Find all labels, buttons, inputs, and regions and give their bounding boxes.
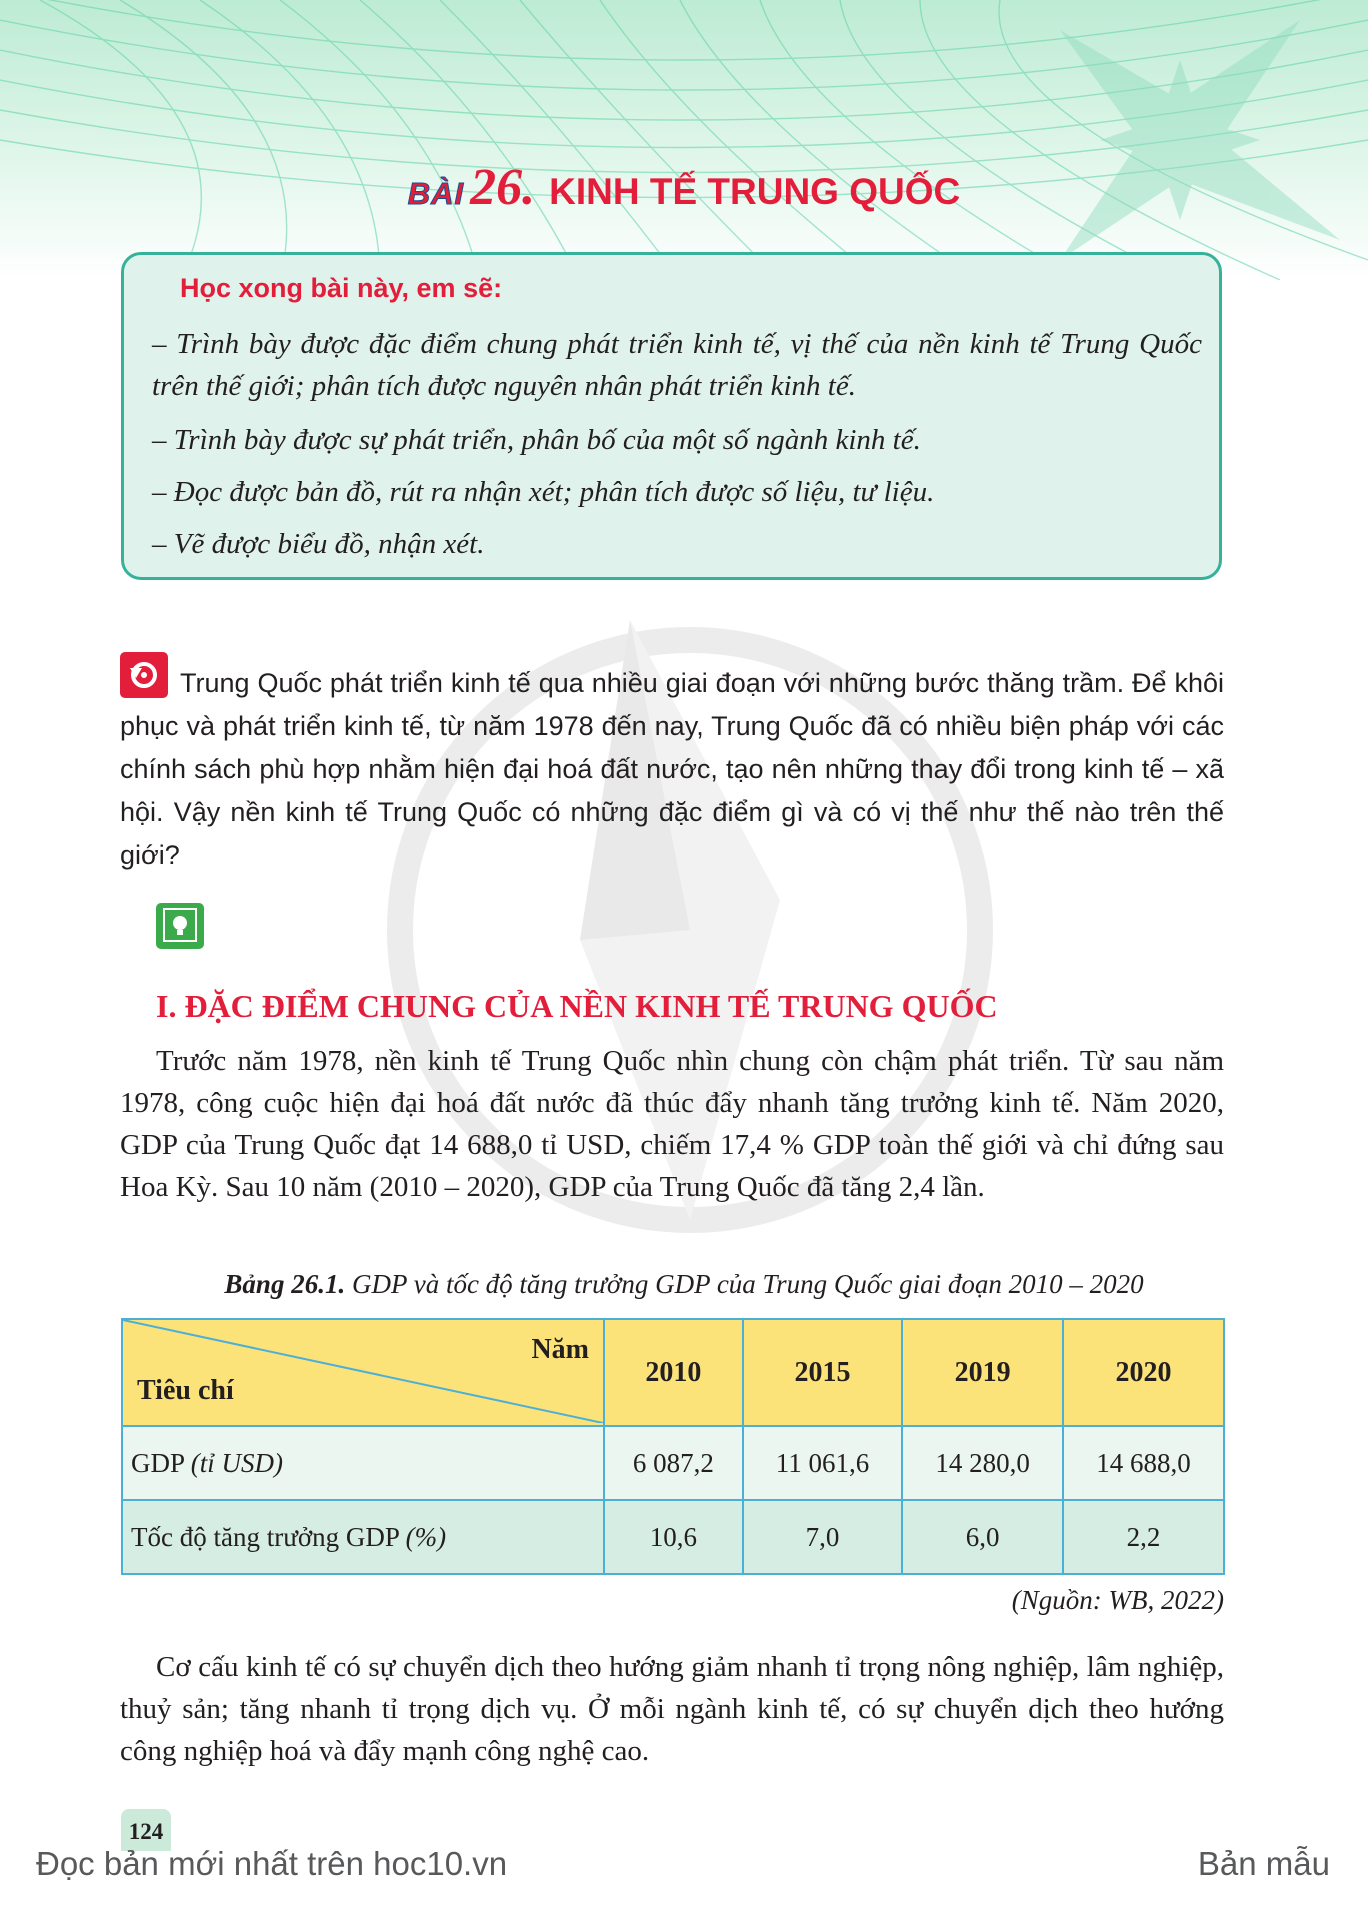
objective-item: – Đọc được bản đồ, rút ra nhận xét; phân tích được số liệu, tư liệu. <box>152 476 935 508</box>
table-corner-cell <box>122 1319 604 1426</box>
table-cell: 14 280,0 <box>902 1426 1063 1500</box>
row-label-text: Tốc độ tăng trưởng GDP <box>131 1521 399 1552</box>
row-unit: (%) <box>405 1521 447 1552</box>
lesson-title <box>0 158 1368 217</box>
row-label <box>122 1500 604 1574</box>
lesson-title-text: KINH TẾ TRUNG QUỐC <box>549 171 961 212</box>
year-header: 2010 <box>604 1319 743 1426</box>
footer-edition-label: Bản mẫu <box>1197 1845 1330 1882</box>
grid-pattern <box>0 0 1368 280</box>
lesson-prefix: BÀI <box>407 176 465 211</box>
lightbulb-icon <box>156 903 204 949</box>
objective-item: – Trình bày được đặc điểm chung phát triển kinh tế, vị thế của nền kinh tế Trung Quốc trên thế giới; phân tích được nguyên nhân phát triển kinh tế. <box>152 328 1202 402</box>
row-label-text: GDP <box>131 1447 185 1478</box>
table-row <box>122 1500 1224 1574</box>
section-paragraph: Cơ cấu kinh tế có sự chuyển dịch theo hướng giảm nhanh tỉ trọng nông nghiệp, lâm nghiệp, thuỷ sản; tăng nhanh tỉ trọng dịch vụ. Ở mỗi ngành kinh tế, có sự chuyển dịch theo hướng công nghiệp hoá và đẩy mạnh công nghệ cao. <box>120 1651 1224 1767</box>
lesson-number: 26. <box>470 159 536 216</box>
objective-item: – Trình bày được sự phát triển, phân bố của một số ngành kinh tế. <box>152 424 921 456</box>
section-paragraph: Trước năm 1978, nền kinh tế Trung Quốc nhìn chung còn chậm phát triển. Từ sau năm 1978, công cuộc hiện đại hoá đất nước đã thúc đẩy nhanh tăng trưởng kinh tế. Năm 2020, GDP của Trung Quốc đạt 14 688,0 tỉ USD, chiếm 17,4 % GDP toàn thế giới và chỉ đứng sau Hoa Kỳ. Sau 10 năm (2010 – 2020), GDP của Trung Quốc đã tăng 2,4 lần. <box>120 1045 1224 1203</box>
intro-paragraph <box>120 652 1224 877</box>
table-caption-label: Bảng 26.1. <box>224 1269 346 1299</box>
objectives-heading: Học xong bài này, em sẽ: <box>180 273 503 303</box>
table-cell: 6,0 <box>902 1500 1063 1574</box>
table-caption <box>0 1269 1368 1300</box>
table-cell: 7,0 <box>743 1500 902 1574</box>
corner-year-label: Năm <box>531 1334 589 1365</box>
table-source: (Nguồn: WB, 2022) <box>1011 1585 1224 1615</box>
row-label <box>122 1426 604 1500</box>
header-background <box>0 0 1368 280</box>
table-header-row <box>122 1319 1224 1426</box>
table-cell: 2,2 <box>1063 1500 1224 1574</box>
table-cell: 10,6 <box>604 1500 743 1574</box>
learning-objectives-box <box>121 252 1222 580</box>
table-cell: 11 061,6 <box>743 1426 902 1500</box>
footer-link-text[interactable]: Đọc bản mới nhất trên hoc10.vn <box>36 1845 508 1882</box>
table-cell: 6 087,2 <box>604 1426 743 1500</box>
year-header: 2015 <box>743 1319 902 1426</box>
page-number: 124 <box>121 1809 171 1851</box>
gdp-table <box>121 1318 1225 1575</box>
start-icon <box>120 652 168 698</box>
objective-item: – Vẽ được biểu đồ, nhận xét. <box>152 528 485 560</box>
section-heading: I. ĐẶC ĐIỂM CHUNG CỦA NỀN KINH TẾ TRUNG QUỐC <box>156 988 998 1024</box>
intro-text: Trung Quốc phát triển kinh tế qua nhiều giai đoạn với những bước thăng trầm. Để khôi phục và phát triển kinh tế, từ năm 1978 đến nay, Trung Quốc đã có nhiều biện pháp với các chính sách phù hợp nhằm hiện đại hoá đất nước, tạo nên những thay đổi trong kinh tế – xã hội. Vậy nền kinh tế Trung Quốc có những đặc điểm gì và có vị thế như thế nào trên thế giới? <box>120 668 1224 870</box>
year-header: 2019 <box>902 1319 1063 1426</box>
table-cell: 14 688,0 <box>1063 1426 1224 1500</box>
table-row <box>122 1426 1224 1500</box>
row-unit: (tỉ USD) <box>190 1447 283 1478</box>
corner-criteria-label: Tiêu chí <box>137 1375 234 1406</box>
table-caption-text: GDP và tốc độ tăng trưởng GDP của Trung Quốc giai đoạn 2010 – 2020 <box>345 1269 1144 1299</box>
year-header: 2020 <box>1063 1319 1224 1426</box>
compass-icon <box>1060 20 1340 260</box>
